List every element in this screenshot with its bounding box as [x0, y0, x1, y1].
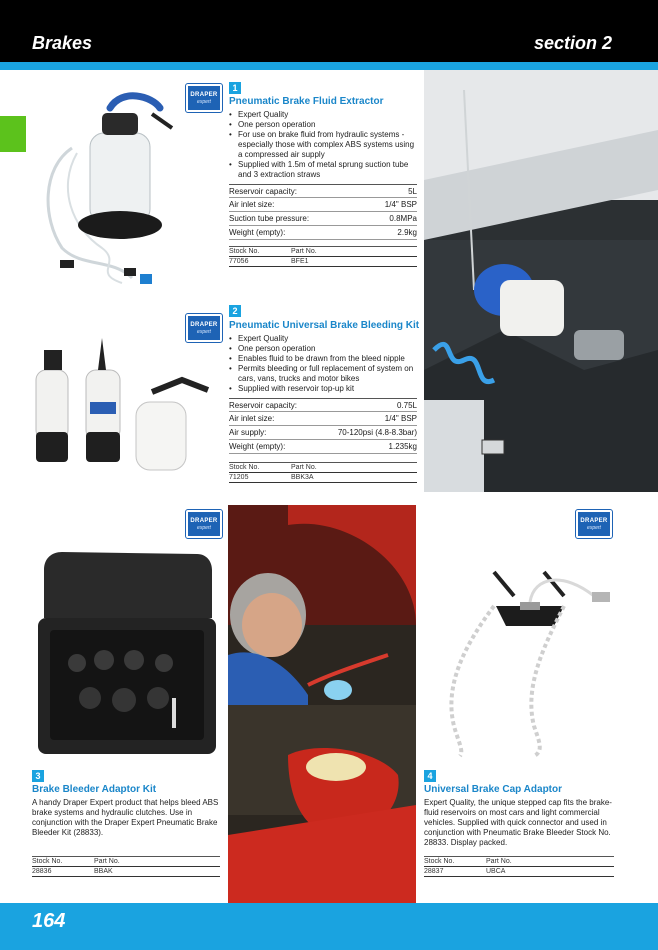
spec-label: Weight (empty): [229, 442, 286, 451]
logo-brand: DRAPER [190, 91, 218, 98]
spec-value: 70-120psi (4.8-8.3bar) [337, 428, 417, 437]
stock-number: 28837 [424, 868, 444, 875]
spec-row [229, 426, 417, 440]
spec-row [229, 212, 417, 226]
product-title: Pneumatic Brake Fluid Extractor [229, 96, 384, 107]
feature-item: • Supplied with 1.5m of metal sprung suction tube and 3 extraction straws [229, 160, 417, 180]
spec-table [229, 184, 417, 240]
part-number: BFE1 [291, 258, 309, 265]
part-col-label: Part No. [291, 248, 317, 255]
stock-number: 28836 [32, 868, 52, 875]
spec-value: 1.235kg [388, 442, 417, 451]
part-col-label: Part No. [94, 858, 120, 865]
spec-row [229, 398, 417, 412]
stock-col-label: Stock No. [229, 464, 260, 471]
draper-expert-logo [576, 510, 612, 538]
spec-label: Air inlet size: [229, 414, 275, 423]
stock-header [229, 246, 417, 257]
feature-item: • Expert Quality [229, 110, 417, 120]
stock-col-label: Stock No. [424, 858, 455, 865]
feature-list [229, 334, 417, 394]
draper-expert-logo [186, 84, 222, 112]
feature-item: • Expert Quality [229, 334, 417, 344]
draper-expert-logo [186, 510, 222, 538]
stock-number: 71205 [229, 474, 249, 481]
stock-row [424, 867, 614, 877]
spec-label: Reservoir capacity: [229, 187, 298, 196]
product-description: Expert Quality, the unique stepped cap fits the brake-fluid reservoirs on most cars and light commercial vehicles. Supplied with quick connector and used in conjunction with Pneumatic Brake Bleeder Stock No. 28833. Display packed. [424, 798, 612, 847]
spec-row [229, 184, 417, 198]
part-col-label: Part No. [486, 858, 512, 865]
feature-item: • One person operation [229, 120, 417, 130]
spec-value: 5L [408, 187, 417, 196]
page-number: 164 [32, 910, 66, 932]
feature-item: • Permits bleeding or full replacement of system on cars, vans, trucks and motor bikes [229, 364, 417, 384]
stock-col-label: Stock No. [32, 858, 63, 865]
spec-value: 1/4" BSP [384, 200, 417, 209]
product-title: Brake Bleeder Adaptor Kit [32, 784, 157, 795]
spec-value: 2.9kg [397, 228, 417, 237]
spec-value: 0.75L [396, 401, 417, 410]
logo-tier: expert [587, 524, 601, 531]
product-number: 2 [229, 305, 241, 317]
logo-brand: DRAPER [190, 321, 218, 328]
stock-header [424, 856, 614, 867]
feature-item: • One person operation [229, 344, 417, 354]
brake-fluid-extractor-image [32, 78, 190, 290]
page-header [0, 0, 658, 62]
stock-table [424, 856, 614, 877]
stock-table [229, 246, 417, 267]
stock-col-label: Stock No. [229, 248, 260, 255]
adaptor-kit-case-image [32, 548, 222, 758]
feature-item: • For use on brake fluid from hydraulic systems - especially those with complex ABS systems using a compressed air supply [229, 130, 417, 160]
feature-item: • Enables fluid to be drawn from the bleed nipple [229, 354, 417, 364]
product-number: 3 [32, 770, 44, 782]
mechanic-photo [228, 505, 416, 903]
chapter-title: Brakes [32, 33, 93, 53]
spec-row [229, 198, 417, 212]
brake-bleeding-kit-image [32, 332, 222, 480]
product-description: A handy Draper Expert product that helps bleed ABS brake systems and hydraulic clutches. Use in conjunction with the Draper Expert Pneumatic Brake Bleeder Kit (28833). [32, 798, 219, 837]
draper-expert-logo [186, 314, 222, 342]
stock-number: 77056 [229, 258, 249, 265]
spec-row [229, 440, 417, 454]
spec-label: Air inlet size: [229, 200, 275, 209]
logo-brand: DRAPER [580, 517, 608, 524]
product-number: 1 [229, 82, 241, 94]
logo-tier: expert [197, 524, 211, 531]
logo-brand: DRAPER [190, 517, 218, 524]
stock-table [229, 462, 417, 483]
logo-tier: expert [197, 328, 211, 335]
part-number: BBK3A [291, 474, 314, 481]
stock-row [32, 867, 220, 877]
stock-header [229, 462, 417, 473]
product-title: Pneumatic Universal Brake Bleeding Kit [229, 320, 420, 331]
part-number: UBCA [486, 868, 506, 875]
spec-value: 1/4" BSP [384, 414, 417, 423]
spec-label: Air supply: [229, 428, 267, 437]
spec-row [229, 412, 417, 426]
spec-table [229, 398, 417, 454]
stock-row [229, 257, 417, 267]
spec-row [229, 226, 417, 240]
part-number: BBAK [94, 868, 113, 875]
brake-cap-adaptor-image [424, 566, 624, 762]
header-rule [0, 62, 658, 70]
stock-table [32, 856, 220, 877]
stock-row [229, 473, 417, 483]
part-col-label: Part No. [291, 464, 317, 471]
spec-label: Weight (empty): [229, 228, 286, 237]
spec-label: Suction tube pressure: [229, 214, 310, 223]
logo-tier: expert [197, 98, 211, 105]
stock-header [32, 856, 220, 867]
feature-item: • Supplied with reservoir top-up kit [229, 384, 417, 394]
page-footer [0, 903, 658, 950]
section-tab [0, 116, 26, 152]
section-label: section 2 [533, 33, 612, 53]
spec-value: 0.8MPa [389, 214, 417, 223]
feature-list [229, 110, 417, 180]
product-number: 4 [424, 770, 436, 782]
engine-bay-photo [424, 70, 658, 492]
spec-label: Reservoir capacity: [229, 401, 298, 410]
product-title: Universal Brake Cap Adaptor [424, 784, 563, 795]
